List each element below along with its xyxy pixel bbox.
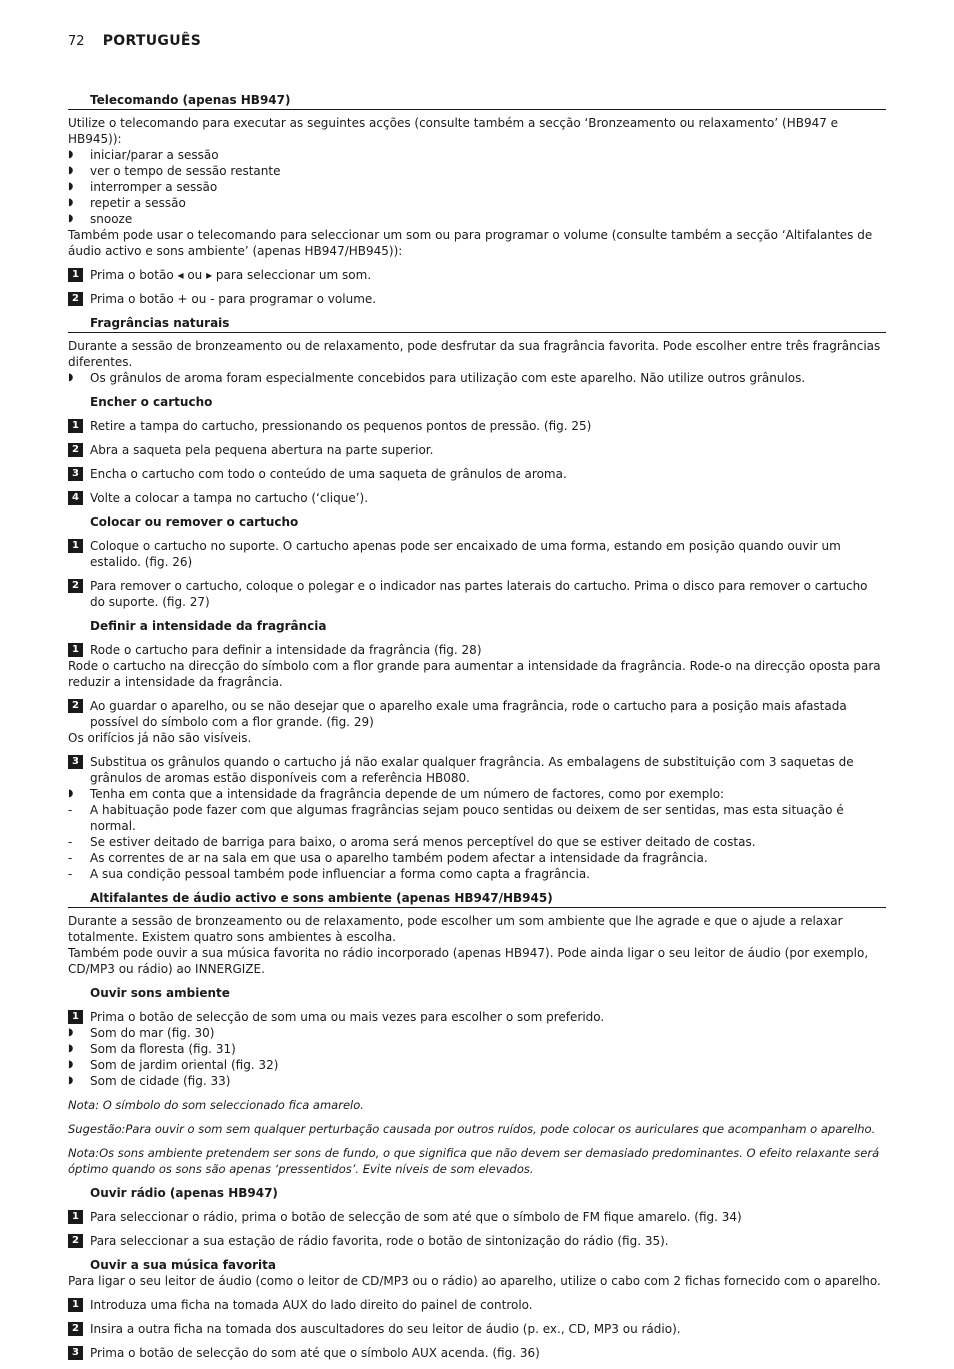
dash-item: - A sua condição pessoal também pode influenciar a forma como capta a fragrância. [68,867,590,881]
paragraph: Também pode usar o telecomando para seleccionar um som ou para programar o volume (consulte também a secção ‘Altifalantes de áudio activo e sons ambiente’ (apenas HB947/HB945)): [68,228,873,258]
subsection-heading: Ouvir sons ambiente [90,986,230,1000]
numbered-step: 1 Prima o botão ◂ ou ▸ para seleccionar um som. [68,267,886,283]
numbered-step: 2 Para remover o cartucho, coloque o polegar e o indicador nas partes laterais do cartucho. Prima o disco para remover o cartucho do suporte. (fig. 27) [68,578,886,610]
bullet-item: ◗ Os grânulos de aroma foram especialmente concebidos para utilização com este aparelho. Não utilize outros grânulos. [68,371,806,385]
dash-icon: - [68,835,73,849]
bullet-item: ◗ ver o tempo de sessão restante [68,164,281,178]
numbered-step: 1 Coloque o cartucho no suporte. O cartucho apenas pode ser encaixado de uma forma, estando em posição quando ouvir um estalido. (fig. 26) [68,538,886,570]
bullet-item: ◗ iniciar/parar a sessão [68,148,219,162]
numbered-step: 3 Substitua os grânulos quando o cartucho já não exalar qualquer fragrância. As embalagens de substituição com 3 saquetas de grânulos de aromas estão disponíveis com a referência HB080. [68,754,886,786]
paragraph: Também pode ouvir a sua música favorita no rádio incorporado (apenas HB947). Pode ainda ligar o seu leitor de áudio (por exemplo, CD/MP3 ou rádio) ao INNERGIZE. [68,946,869,976]
bullet-item: ◗ interromper a sessão [68,180,218,194]
numbered-step: 2 Abra a saqueta pela pequena abertura na parte superior. [68,442,886,458]
bullet-item: ◗ Som da floresta (fig. 31) [68,1042,236,1056]
paragraph: Os orifícios já não são visíveis. [68,731,252,745]
subsection-heading: Colocar ou remover o cartucho [90,515,299,529]
step-number: 2 [68,443,83,457]
numbered-step: 4 Volte a colocar a tampa no cartucho (‘clique’). [68,490,886,506]
note-text: Sugestão:Para ouvir o som sem qualquer perturbação causada por outros ruídos, pode colocar os auriculares que acompanham o aparelho. [68,1122,876,1136]
step-number: 2 [68,579,83,593]
dash-icon: - [68,867,73,881]
dash-item: - A habituação pode fazer com que algumas fragrâncias sejam pouco sentidas ou deixem de ser sentidas, mas esta situação é normal. [68,803,844,833]
bullet-item: ◗ snooze [68,212,133,226]
subsection-heading: Encher o cartucho [90,395,213,409]
step-number: 4 [68,491,83,505]
bullet-item: ◗ Som do mar (fig. 30) [68,1026,215,1040]
subsection-heading: Ouvir a sua música favorita [90,1258,276,1272]
step-number: 1 [68,539,83,553]
bullet-icon: ◗ [68,149,74,160]
step-number: 1 [68,1298,83,1312]
step-number: 2 [68,1234,83,1248]
numbered-step: 1 Rode o cartucho para definir a intensidade da fragrância (fig. 28) [68,642,886,658]
step-number: 3 [68,755,83,769]
paragraph: Durante a sessão de bronzeamento ou de relaxamento, pode escolher um som ambiente que lhe agrade e que o ajude a relaxar totalmente. Existem quatro sons ambientes à escolha. [68,914,843,944]
page-content [68,92,886,1369]
subsection-heading: Ouvir rádio (apenas HB947) [90,1186,278,1200]
section-heading: Fragrâncias naturais [68,315,886,333]
bullet-item: ◗ Som de cidade (fig. 33) [68,1074,231,1088]
numbered-step: 1 Introduza uma ficha na tomada AUX do lado direito do painel de controlo. [68,1297,886,1313]
step-number: 1 [68,643,83,657]
note-text: Nota: O símbolo do som seleccionado fica amarelo. [68,1098,364,1112]
numbered-step: 1 Retire a tampa do cartucho, pressionando os pequenos pontos de pressão. (fig. 25) [68,418,886,434]
section-heading: Altifalantes de áudio activo e sons ambiente (apenas HB947/HB945) [68,890,886,908]
numbered-step: 2 Para seleccionar a sua estação de rádio favorita, rode o botão de sintonização do rádio (fig. 35). [68,1233,886,1249]
paragraph: Durante a sessão de bronzeamento ou de relaxamento, pode desfrutar da sua fragrância favorita. Pode escolher entre três fragrâncias diferentes. [68,339,881,369]
section-heading: Telecomando (apenas HB947) [68,92,886,110]
step-number: 1 [68,268,83,282]
page-number: 72 [68,34,85,49]
bullet-icon: ◗ [68,788,74,799]
bullet-icon: ◗ [68,213,74,224]
bullet-icon: ◗ [68,1043,74,1054]
dash-item: - As correntes de ar na sala em que usa o aparelho também podem afectar a intensidade da fragrância. [68,851,708,865]
numbered-step: 3 Prima o botão de selecção do som até que o símbolo AUX acenda. (fig. 36) [68,1345,886,1361]
step-number: 3 [68,467,83,481]
step-number: 3 [68,1346,83,1360]
numbered-step: 2 Prima o botão + ou - para programar o volume. [68,291,886,307]
language-label: PORTUGUÊS [102,33,202,49]
bullet-item: ◗ repetir a sessão [68,196,186,210]
step-number: 2 [68,292,83,306]
page-header [68,33,201,49]
bullet-icon: ◗ [68,181,74,192]
step-number: 2 [68,1322,83,1336]
paragraph: Rode o cartucho na direcção do símbolo com a flor grande para aumentar a intensidade da fragrância. Rode-o na direcção oposta para reduzir a intensidade da fragrância. [68,659,881,689]
numbered-step: 2 Insira a outra ficha na tomada dos auscultadores do seu leitor de áudio (p. ex., CD, MP3 ou rádio). [68,1321,886,1337]
step-number: 2 [68,699,83,713]
bullet-icon: ◗ [68,1027,74,1038]
numbered-step: 1 Prima o botão de selecção de som uma ou mais vezes para escolher o som preferido. [68,1009,886,1025]
paragraph: Utilize o telecomando para executar as seguintes acções (consulte também a secção ‘Bronzeamento ou relaxamento’ (HB947 e HB945)): [68,116,839,146]
step-number: 1 [68,419,83,433]
bullet-icon: ◗ [68,372,74,383]
dash-icon: - [68,851,73,865]
note-text: Nota:Os sons ambiente pretendem ser sons de fundo, o que significa que não devem ser demasiado predominantes. O efeito relaxante será óptimo quando os sons são apenas ‘pressentidos’. Evite níveis de som elevados. [68,1146,880,1176]
numbered-step: 3 Encha o cartucho com todo o conteúdo de uma saqueta de grânulos de aroma. [68,466,886,482]
dash-icon: - [68,803,73,817]
numbered-step: 2 Ao guardar o aparelho, ou se não desejar que o aparelho exale uma fragrância, rode o cartucho para a posição mais afastada possível do símbolo com a flor grande. (fig. 29) [68,698,886,730]
bullet-item: ◗ Tenha em conta que a intensidade da fragrância depende de um número de factores, como por exemplo: [68,787,725,801]
step-number: 1 [68,1010,83,1024]
subsection-heading: Definir a intensidade da fragrância [90,619,327,633]
bullet-icon: ◗ [68,165,74,176]
paragraph: Para ligar o seu leitor de áudio (como o leitor de CD/MP3 ou o rádio) ao aparelho, utilize o cabo com 2 fichas fornecido com o aparelho. [68,1274,881,1288]
numbered-step: 1 Para seleccionar o rádio, prima o botão de selecção de som até que o símbolo de FM fique amarelo. (fig. 34) [68,1209,886,1225]
bullet-icon: ◗ [68,197,74,208]
bullet-icon: ◗ [68,1075,74,1086]
bullet-icon: ◗ [68,1059,74,1070]
dash-item: - Se estiver deitado de barriga para baixo, o aroma será menos perceptível do que se estiver deitado de costas. [68,835,756,849]
step-number: 1 [68,1210,83,1224]
bullet-item: ◗ Som de jardim oriental (fig. 32) [68,1058,279,1072]
